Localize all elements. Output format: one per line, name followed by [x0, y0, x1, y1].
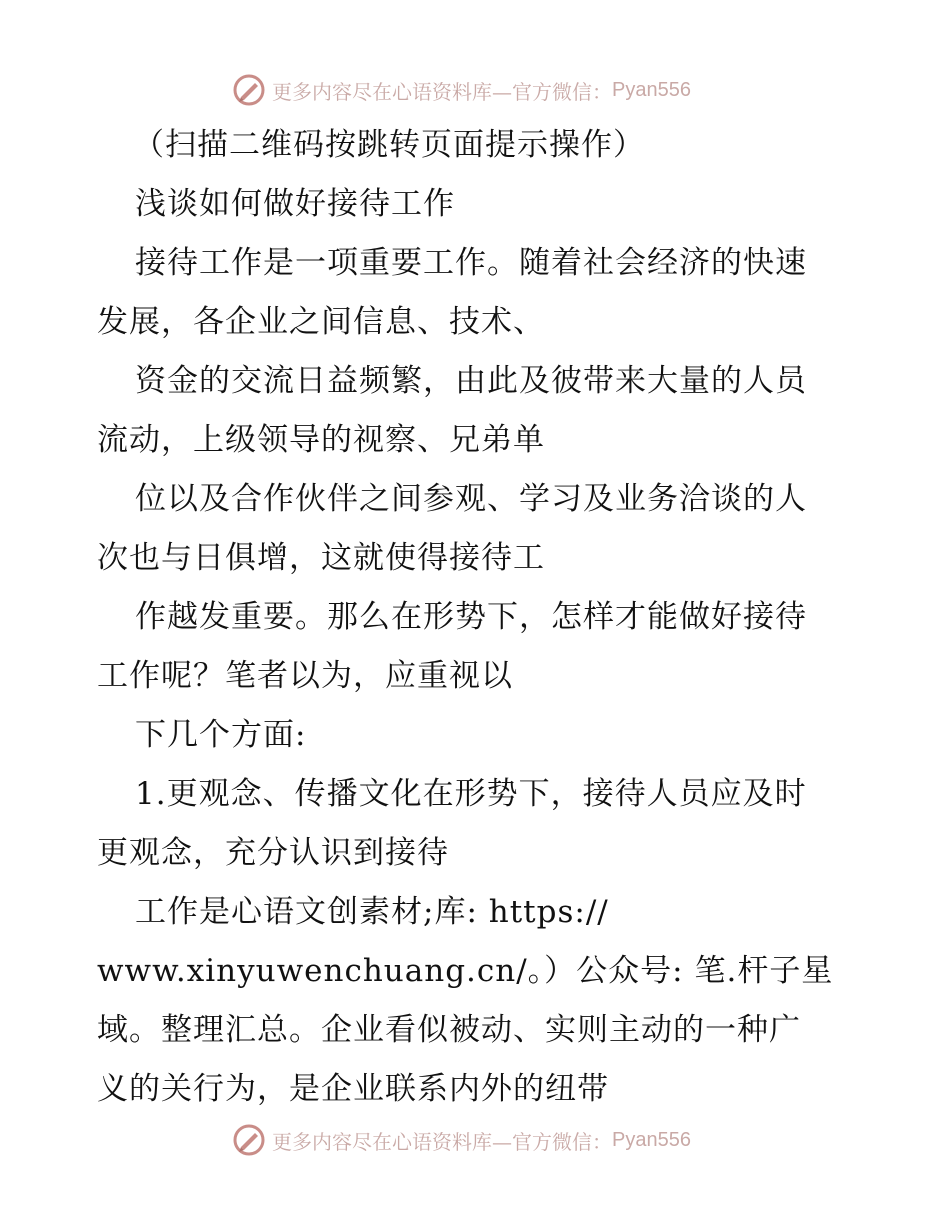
- body-line: 1.更观念、传播文化在形势下，接待人员应及时: [135, 776, 807, 812]
- body-line: 更观念，充分认识到接待: [97, 835, 449, 871]
- body-line: 工作是心语文创素材;库: https://: [135, 894, 609, 930]
- body-line: 作越发重要。那么在形势下，怎样才能做好接待: [135, 599, 807, 635]
- watermark-text: 更多内容尽在心语资料库—官方微信：: [272, 1129, 612, 1154]
- body-line: 下几个方面:: [135, 717, 307, 753]
- pen-logo-icon: [232, 1123, 266, 1157]
- body-line: 次也与日俱增，这就使得接待工: [97, 540, 545, 576]
- watermark-text: 更多内容尽在心语资料库—官方微信：: [272, 79, 612, 104]
- body-line: 域。整理汇总。企业看似被动、实则主动的一种广: [97, 1012, 801, 1048]
- footer-watermark: [232, 1120, 691, 1160]
- body-line: 接待工作是一项重要工作。随着社会经济的快速: [135, 245, 807, 281]
- body-line: 资金的交流日益频繁，由此及彼带来大量的人员: [135, 363, 807, 399]
- body-line: 发展，各企业之间信息、技术、: [97, 304, 545, 340]
- body-line: www.xinyuwenchuang.cn/。）公众号: 笔.杆子星: [97, 953, 834, 989]
- body-line: 义的关行为，是企业联系内外的纽带: [97, 1071, 609, 1107]
- header-watermark: [232, 70, 691, 110]
- watermark-wechat-id: Pyan556: [612, 1128, 691, 1151]
- watermark-wechat-id: Pyan556: [612, 78, 691, 101]
- body-line: 工作呢？笔者以为，应重视以: [97, 658, 513, 694]
- body-line: 位以及合作伙伴之间参观、学习及业务洽谈的人: [135, 481, 807, 517]
- document-title: 浅谈如何做好接待工作: [135, 186, 455, 222]
- pen-logo-icon: [232, 73, 266, 107]
- body-line: 流动，上级领导的视察、兄弟单: [97, 422, 545, 458]
- scan-qr-instruction: （扫描二维码按跳转页面提示操作）: [133, 127, 645, 163]
